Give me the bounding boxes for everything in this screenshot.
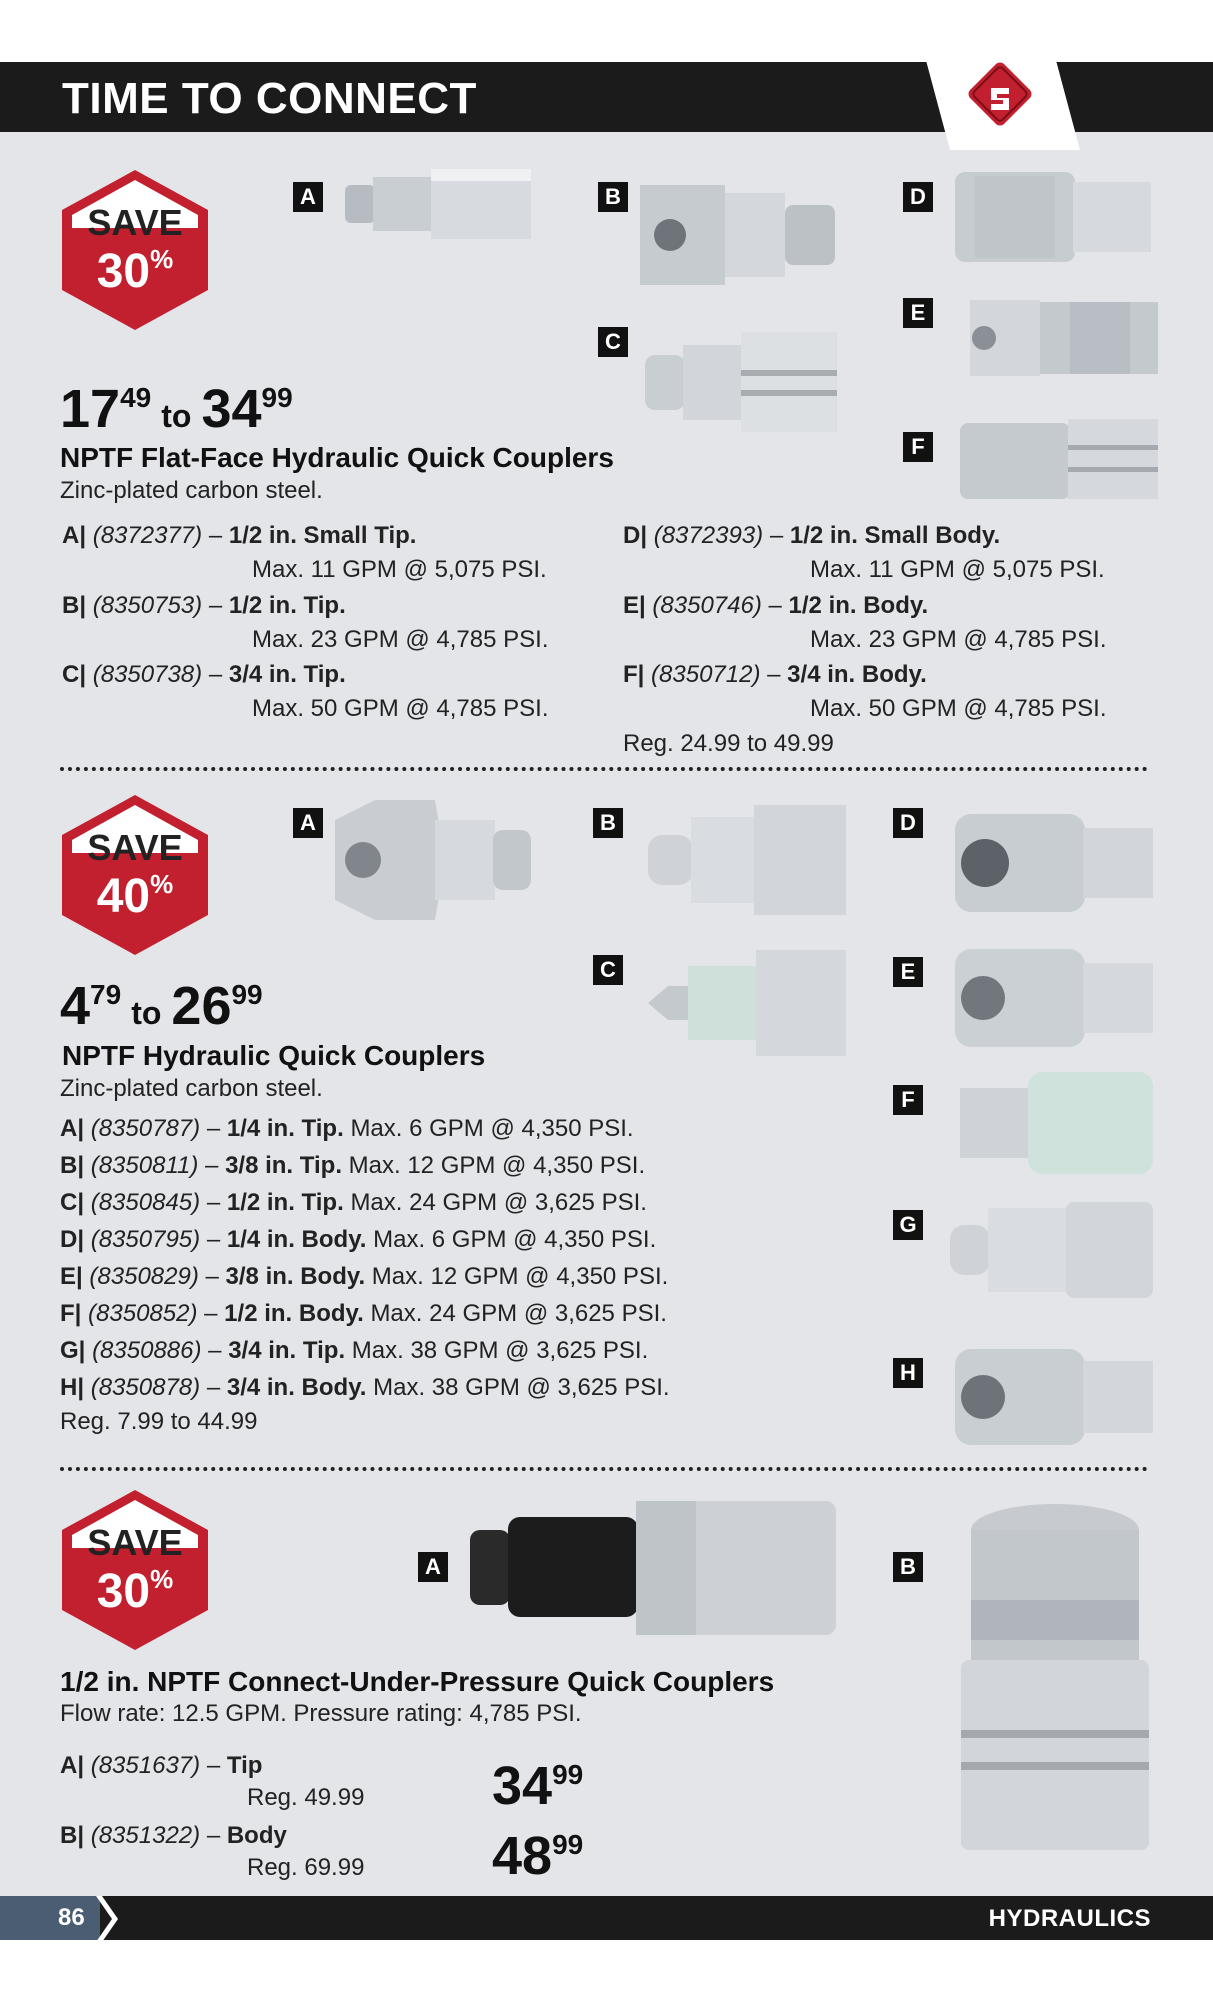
item-line: D| (8372393) – 1/2 in. Small Body.: [623, 522, 1001, 549]
cup-coupler-tip-image: [470, 1495, 840, 1640]
image-label: B: [893, 1552, 923, 1582]
save-percent: 40%: [96, 869, 174, 923]
sale-price: 4899: [492, 1826, 584, 1886]
footer-bar: [0, 1896, 1213, 1942]
coupler-body-image: [955, 945, 1155, 1051]
coupler-tip-image: [648, 805, 848, 915]
coupler-body-image: [955, 1345, 1155, 1449]
image-label: E: [903, 298, 933, 328]
page-number-box: [0, 1896, 100, 1942]
product-subtitle: Zinc-plated carbon steel.: [60, 1075, 323, 1102]
item-line: B| (8350753) – 1/2 in. Tip.: [62, 592, 346, 619]
image-label: F: [903, 432, 933, 462]
regular-price: Reg. 69.99: [247, 1854, 365, 1881]
item-line: C| (8350845) – 1/2 in. Tip. Max. 24 GPM @ 3,625 PSI.: [60, 1189, 647, 1216]
item-spec: Max. 11 GPM @ 5,075 PSI.: [252, 556, 547, 583]
save-badge-text: [62, 1490, 208, 1650]
image-label: B: [598, 182, 628, 212]
brand-logo-icon: [920, 38, 1080, 150]
coupler-tip-image: [345, 165, 535, 243]
item-line: C| (8350738) – 3/4 in. Tip.: [62, 661, 346, 688]
image-label: F: [893, 1085, 923, 1115]
item-line: D| (8350795) – 1/4 in. Body. Max. 6 GPM @ 4,350 PSI.: [60, 1226, 657, 1253]
save-percent: 30%: [96, 1564, 174, 1618]
image-label: D: [903, 182, 933, 212]
save-label: SAVE: [87, 202, 183, 243]
save-percent: 30%: [96, 244, 174, 298]
item-line: F| (8350712) – 3/4 in. Body.: [623, 661, 927, 688]
product-title: 1/2 in. NPTF Connect-Under-Pressure Quick Couplers: [60, 1666, 775, 1697]
section-divider: [60, 1467, 1148, 1471]
coupler-body-image: [955, 810, 1155, 916]
product-title: NPTF Hydraulic Quick Couplers: [62, 1040, 486, 1071]
item-line: B| (8350811) – 3/8 in. Tip. Max. 12 GPM @ 4,350 PSI.: [60, 1152, 646, 1179]
item-spec: Max. 50 GPM @ 4,785 PSI.: [810, 695, 1107, 722]
sale-price: 3499: [492, 1756, 584, 1816]
product-subtitle: Flow rate: 12.5 GPM. Pressure rating: 4,785 PSI.: [60, 1700, 582, 1727]
coupler-body-image: [970, 298, 1160, 378]
item-spec: Max. 11 GPM @ 5,075 PSI.: [810, 556, 1105, 583]
item-line: G| (8350886) – 3/4 in. Tip. Max. 38 GPM @ 3,625 PSI.: [60, 1337, 649, 1364]
coupler-tip-image: [950, 1200, 1155, 1300]
image-label: H: [893, 1358, 923, 1388]
regular-price: Reg. 49.99: [247, 1784, 365, 1811]
bottom-margin: [0, 1940, 1213, 2000]
image-label: B: [593, 808, 623, 838]
save-badge-text: [62, 170, 208, 330]
item-line: A| (8351637) – Tip: [60, 1752, 263, 1779]
coupler-tip-image: [648, 948, 848, 1058]
section-name: HYDRAULICS: [988, 1905, 1151, 1932]
item-spec: Max. 23 GPM @ 4,785 PSI.: [252, 626, 549, 653]
item-line: E| (8350829) – 3/8 in. Body. Max. 12 GPM @ 4,350 PSI.: [60, 1263, 669, 1290]
product-title: NPTF Flat-Face Hydraulic Quick Couplers: [60, 442, 614, 473]
product-subtitle: Zinc-plated carbon steel.: [60, 477, 323, 504]
regular-price: Reg. 24.99 to 49.99: [623, 730, 834, 757]
item-line: F| (8350852) – 1/2 in. Body. Max. 24 GPM @ 3,625 PSI.: [60, 1300, 667, 1327]
image-label: C: [593, 955, 623, 985]
item-line: H| (8350878) – 3/4 in. Body. Max. 38 GPM @ 3,625 PSI.: [60, 1374, 670, 1401]
image-label: C: [598, 327, 628, 357]
item-line: B| (8351322) – Body: [60, 1822, 287, 1849]
coupler-body-image: [960, 415, 1160, 503]
regular-price: Reg. 7.99 to 44.99: [60, 1408, 258, 1435]
page-title: TIME TO CONNECT: [62, 74, 477, 123]
image-label: A: [293, 182, 323, 212]
save-label: SAVE: [87, 827, 183, 868]
save-label: SAVE: [87, 1522, 183, 1563]
image-label: A: [293, 808, 323, 838]
item-line: A| (8350787) – 1/4 in. Tip. Max. 6 GPM @ 4,350 PSI.: [60, 1115, 634, 1142]
coupler-tip-image: [640, 175, 840, 293]
price-range: 1749to 3499: [60, 379, 293, 439]
coupler-body-image: [960, 1070, 1155, 1176]
image-label: G: [893, 1210, 923, 1240]
coupler-tip-image: [335, 800, 535, 920]
cup-coupler-body-image: [955, 1500, 1155, 1860]
coupler-body-image: [955, 172, 1153, 262]
image-label: E: [893, 957, 923, 987]
item-line: E| (8350746) – 1/2 in. Body.: [623, 592, 929, 619]
item-spec: Max. 23 GPM @ 4,785 PSI.: [810, 626, 1107, 653]
image-label: D: [893, 808, 923, 838]
save-badge-text: [62, 795, 208, 955]
section-divider: [60, 767, 1148, 771]
page-number: 86: [58, 1904, 85, 1931]
coupler-tip-image: [645, 330, 840, 435]
chevron-right-icon: [96, 1896, 118, 1942]
item-line: A| (8372377) – 1/2 in. Small Tip.: [62, 522, 417, 549]
item-spec: Max. 50 GPM @ 4,785 PSI.: [252, 695, 549, 722]
image-label: A: [418, 1552, 448, 1582]
price-range: 479to 2699: [60, 976, 263, 1036]
